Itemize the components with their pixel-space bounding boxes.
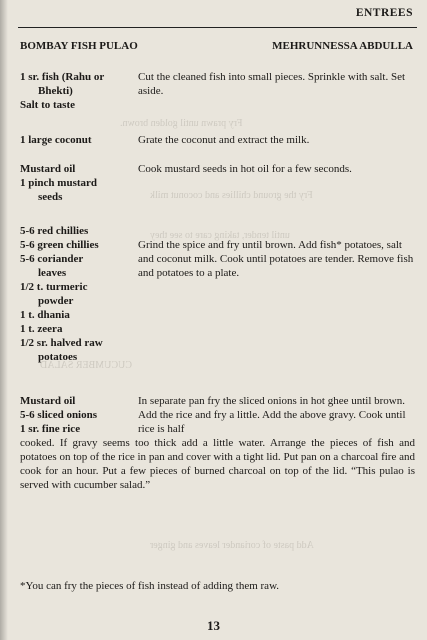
footnote: *You can fry the pieces of fish instead of adding them raw.: [20, 580, 280, 592]
ingredient-list: [20, 133, 130, 147]
bleed-through-text: Add paste of coriander leaves and ginger: [150, 540, 314, 551]
bleed-through-text: until tender, taking care to see they: [150, 230, 290, 241]
ingredient-list: [20, 224, 130, 364]
bleed-through-text: Fry the ground chillies and coconut milk: [150, 190, 313, 201]
ingredient-line: 5-6 sliced onions: [20, 409, 98, 421]
instruction-text: Cook mustard seeds in hot oil for a few seconds.: [138, 163, 352, 175]
bleed-through-text: Fry prawn until golden brown.: [120, 118, 243, 129]
ingredient-line: 5-6 red chillies: [20, 225, 89, 237]
instruction-text: In separate pan fry the sliced onions in hot ghee until brown. Add the rice and fry a little. Add the above gravy. Cook until rice is half: [138, 395, 406, 435]
ingredient-line: Mustard oil: [20, 395, 76, 407]
ingredient-line: 1 large coconut: [20, 134, 92, 146]
recipe-title: BOMBAY FISH PULAO: [20, 40, 138, 52]
instruction-continuation: cooked. If gravy seems too thick add a little water. Arrange the pieces of fish and potatoes on top of the rice in pan and cover with a tight lid. Put pan on a charcoal fire and cook for an hour. Put a few pieces of burned charcoal on top of the lid. “This pulao is served with cucumber salad.”: [20, 437, 415, 491]
ingredient-line: 1 sr. fish (Rahu or: [20, 71, 105, 83]
instruction-text: Grind the spice and fry until brown. Add fish* potatoes, salt and coconut milk. Cook until potatoes are tender. Remove fish and potatoes to a plate.: [138, 239, 414, 279]
ingredient-line: Bhekti): [38, 85, 73, 97]
page-edge-shadow: [0, 0, 8, 640]
ingredient-line: 5-6 green chillies: [20, 239, 99, 251]
page-number: 13: [207, 618, 220, 633]
recipe-author: MEHRUNNESSA ABDULLA: [272, 40, 413, 52]
ingredient-line: potatoes: [38, 351, 78, 363]
ingredient-line: 1/2 sr. halved raw: [20, 337, 103, 349]
ingredient-line: 1 sr. fine rice: [20, 423, 81, 435]
ingredient-line: 1 t. zeera: [20, 323, 63, 335]
ingredient-line: seeds: [38, 191, 63, 203]
ingredient-line: powder: [38, 295, 74, 307]
ingredient-line: leaves: [38, 267, 67, 279]
ingredient-line: 1 t. dhania: [20, 309, 70, 321]
ingredient-list: [20, 162, 130, 204]
bleed-through-text: CUCUMBER SALAD: [40, 360, 132, 371]
ingredient-list: [20, 394, 130, 436]
ingredient-line: 5-6 coriander: [20, 253, 84, 265]
header-rule: [18, 27, 417, 28]
instruction-text: Cut the cleaned fish into small pieces. Sprinkle with salt. Set aside.: [138, 71, 406, 97]
ingredient-list: [20, 70, 130, 112]
instruction-text: Grate the coconut and extract the milk.: [138, 134, 310, 146]
ingredient-line: Mustard oil: [20, 163, 76, 175]
ingredient-line: 1/2 t. turmeric: [20, 281, 88, 293]
ingredient-line: Salt to taste: [20, 99, 75, 111]
ingredient-line: 1 pinch mustard: [20, 177, 98, 189]
section-heading: ENTREES: [355, 7, 413, 19]
